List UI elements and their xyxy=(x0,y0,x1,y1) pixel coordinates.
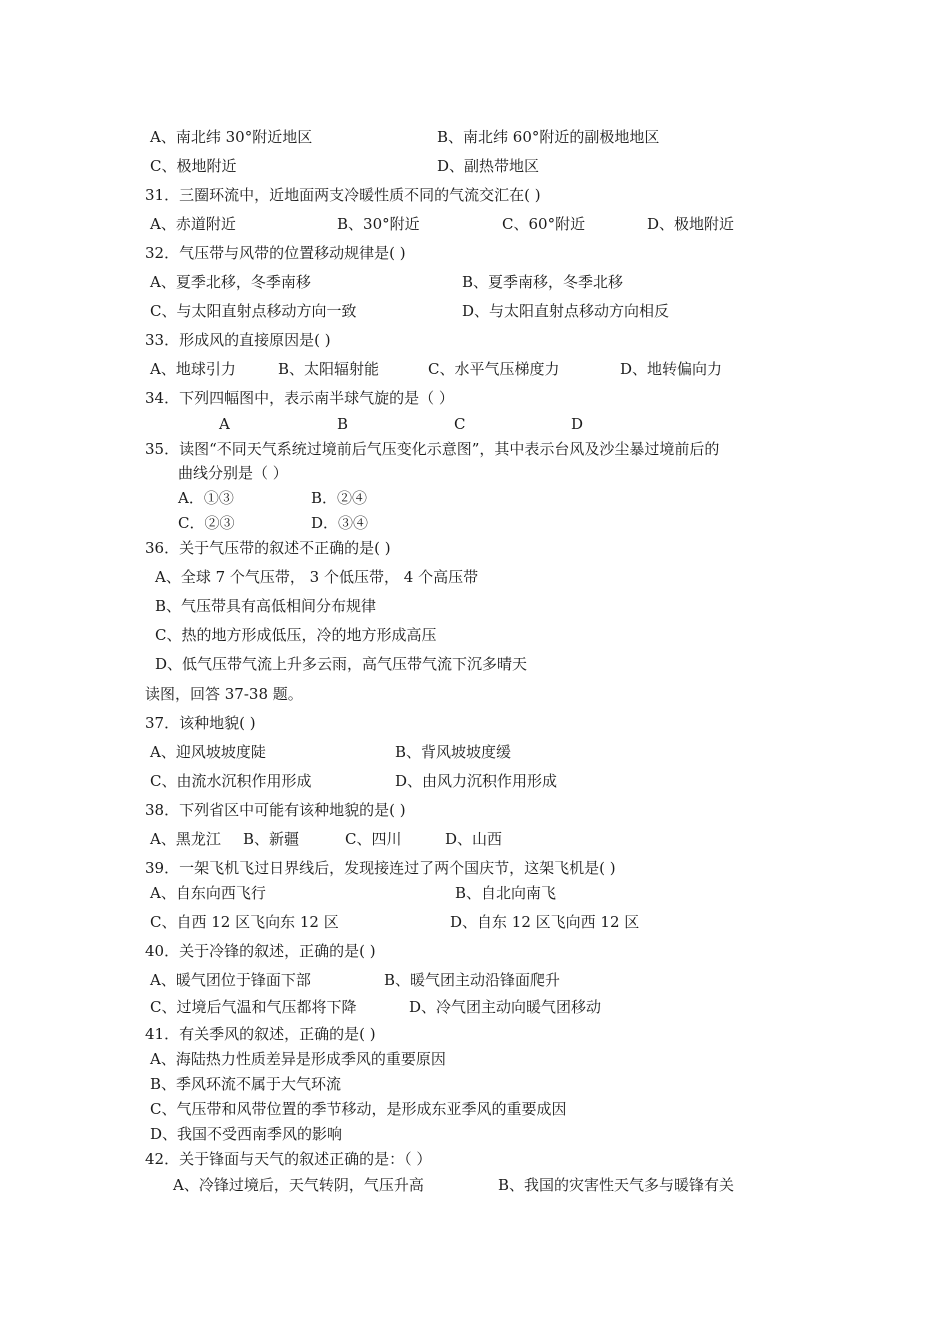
q41-option-b: B、季风环流不属于大气环流 xyxy=(150,1075,342,1093)
q35-option-d: D．③④ xyxy=(311,514,369,532)
q31-option-b: B、30°附近 xyxy=(337,215,420,233)
q32-option-c: C、与太阳直射点移动方向一致 xyxy=(150,302,357,320)
q39-option-c: C、自西 12 区飞向东 12 区 xyxy=(150,913,339,931)
q33-option-a: A、地球引力 xyxy=(150,360,236,378)
q37-option-d: D、由风力沉积作用形成 xyxy=(395,772,558,790)
q30-option-b: B、南北纬 60°附近的副极地地区 xyxy=(437,128,660,146)
q35-option-b: B．②④ xyxy=(311,489,368,507)
q36-option-c: C、热的地方形成低压，冷的地方形成高压 xyxy=(155,626,437,644)
q40-option-d: D、冷气团主动向暖气团移动 xyxy=(409,998,602,1016)
q39-stem: 39．一架飞机飞过日界线后，发现接连过了两个国庆节，这架飞机是( ) xyxy=(145,859,616,877)
q37-38-intro: 读图，回答 37-38 题。 xyxy=(145,685,303,703)
q42-stem: 42．关于锋面与天气的叙述正确的是：（ ） xyxy=(145,1150,432,1168)
q33-option-d: D、地转偏向力 xyxy=(620,360,723,378)
q41-option-a: A、海陆热力性质差异是形成季风的重要原因 xyxy=(150,1050,446,1068)
q31-option-a: A、赤道附近 xyxy=(150,215,236,233)
q36-option-d: D、低气压带气流上升多云雨，高气压带气流下沉多晴天 xyxy=(155,655,528,673)
q37-stem: 37．该种地貌( ) xyxy=(145,714,256,732)
q37-option-b: B、背风坡坡度缓 xyxy=(395,743,512,761)
q34-figure-label-d: D xyxy=(571,415,584,433)
q42-option-b: B、我国的灾害性天气多与暖锋有关 xyxy=(498,1176,735,1194)
q39-option-b: B、自北向南飞 xyxy=(455,884,557,902)
q37-option-a: A、迎风坡坡度陡 xyxy=(150,743,266,761)
q34-figure-label-b: B xyxy=(337,415,349,433)
q38-option-a: A、黑龙江 xyxy=(150,830,221,848)
q36-option-a: A、全球 7 个气压带， 3 个低压带， 4 个高压带 xyxy=(155,568,479,586)
q34-figure-label-a: A xyxy=(219,415,230,433)
q37-option-c: C、由流水沉积作用形成 xyxy=(150,772,312,790)
q33-option-c: C、水平气压梯度力 xyxy=(428,360,560,378)
q34-figure-label-c: C xyxy=(454,415,466,433)
q39-option-a: A、自东向西飞行 xyxy=(150,884,266,902)
q40-option-b: B、暖气团主动沿锋面爬升 xyxy=(384,971,561,989)
q38-option-b: B、新疆 xyxy=(243,830,300,848)
q35-option-c: C．②③ xyxy=(178,514,235,532)
q36-option-b: B、气压带具有高低相间分布规律 xyxy=(155,597,377,615)
q38-option-c: C、四川 xyxy=(345,830,402,848)
q31-stem: 31．三圈环流中，近地面两支冷暖性质不同的气流交汇在( ) xyxy=(145,186,541,204)
q32-option-a: A、夏季北移，冬季南移 xyxy=(150,273,311,291)
q41-stem: 41．有关季风的叙述，正确的是( ) xyxy=(145,1025,376,1043)
q42-option-a: A、冷锋过境后，天气转阴，气压升高 xyxy=(173,1176,424,1194)
q39-option-d: D、自东 12 区飞向西 12 区 xyxy=(450,913,640,931)
q41-option-c: C、气压带和风带位置的季节移动，是形成东亚季风的重要成因 xyxy=(150,1100,567,1118)
q35-option-a: A．①③ xyxy=(178,489,234,507)
q32-option-b: B、夏季南移，冬季北移 xyxy=(462,273,624,291)
q31-option-d: D、极地附近 xyxy=(647,215,735,233)
q30-option-c: C、极地附近 xyxy=(150,157,237,175)
q38-option-d: D、山西 xyxy=(445,830,503,848)
q36-stem: 36．关于气压带的叙述不正确的是( ) xyxy=(145,539,391,557)
q35-stem-line2: 曲线分别是（ ） xyxy=(178,464,288,482)
q38-stem: 38．下列省区中可能有该种地貌的是( ) xyxy=(145,801,406,819)
q40-option-c: C、过境后气温和气压都将下降 xyxy=(150,998,357,1016)
q34-stem: 34．下列四幅图中，表示南半球气旋的是（ ） xyxy=(145,389,454,407)
q30-option-d: D、副热带地区 xyxy=(437,157,540,175)
q31-option-c: C、60°附近 xyxy=(502,215,586,233)
q33-option-b: B、太阳辐射能 xyxy=(278,360,380,378)
q40-option-a: A、暖气团位于锋面下部 xyxy=(150,971,311,989)
q32-stem: 32．气压带与风带的位置移动规律是( ) xyxy=(145,244,406,262)
q30-option-a: A、南北纬 30°附近地区 xyxy=(150,128,313,146)
q41-option-d: D、我国不受西南季风的影响 xyxy=(150,1125,343,1143)
q40-stem: 40．关于冷锋的叙述，正确的是( ) xyxy=(145,942,376,960)
q32-option-d: D、与太阳直射点移动方向相反 xyxy=(462,302,670,320)
q33-stem: 33．形成风的直接原因是( ) xyxy=(145,331,331,349)
q35-stem-line1: 35．读图“不同天气系统过境前后气压变化示意图”，其中表示台风及沙尘暴过境前后的 xyxy=(145,440,720,458)
